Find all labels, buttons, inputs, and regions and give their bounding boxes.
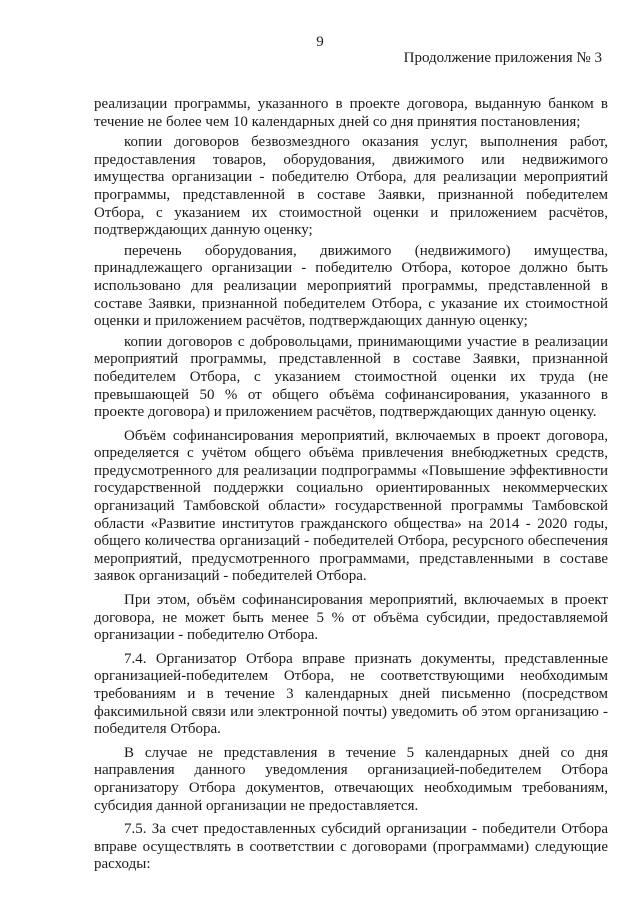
paragraph-bank-statement: реализации программы, указанного в проекте договора, выданную банком в течение не более чем 10 календарных дней со дня принятия постановления; [94,96,608,130]
paragraph-section-7-5: 7.5. За счет предоставленных субсидий организации - победители Отбора вправе осуществлять в соответствии с договорами (программами) следующие расходы: [94,821,608,873]
appendix-continuation-header: Продолжение приложения № 3 [403,50,602,66]
document-body [94,96,608,877]
paragraph-free-service-contracts: копии договоров безвозмездного оказания услуг, выполнения работ, предоставления товаров, оборудования, движимого или недвижимого имущества организации - победителю Отбора, для реализации мероприятий программы, представленной в составе Заявки, признанной победителем Отбора, с указанием их стоимостной оценки и приложением расчётов, подтверждающих данную оценку; [94,134,608,239]
paragraph-cofinancing-volume: Объём софинансирования мероприятий, включаемых в проект договора, определяется с учётом общего объёма привлечения внебюджетных средств, предусмотренного для реализации подпрограммы «Повышение эффективности государственной поддержки социально ориентированных некоммерческих организаций Тамбовской области» государственной программы Тамбовской области «Развитие институтов гражданского общества» на 2014 - 2020 годы, общего количества организаций - победителей Отбора, ресурсного обеспечения мероприятий, предусмотренного программами, представленными в составе заявок организаций - победителей Отбора. [94,427,608,585]
paragraph-volunteer-contracts: копии договоров с добровольцами, принимающими участие в реализации мероприятий программы, представленной в составе Заявки, признанной победителем Отбора, с указанием стоимостной оценки их труда (не превышающей 50 % от общего объёма софинансирования, указанного в проекте договора) и приложением расчётов, подтверждающих данную оценку. [94,333,608,421]
page-number: 9 [316,34,324,50]
paragraph-non-submission: В случае не представления в течение 5 календарных дней со дня направления данного уведомления организацией-победителем Отбора организатору Отбора документов, отвечающих необходимым требованиям, субсидия данной организации не предоставляется. [94,744,608,814]
paragraph-equipment-list: перечень оборудования, движимого (недвижимого) имущества, принадлежащего организации - победителю Отбора, которое должно быть использовано для реализации мероприятий программы, представленной в составе Заявки, признанной победителем Отбора, с указание их стоимостной оценки и приложением расчётов, подтверждающих данную оценку; [94,242,608,330]
paragraph-section-7-4: 7.4. Организатор Отбора вправе признать документы, представленные организацией-победителем Отбора, не соответствующими необходимым требованиям и в течение 3 календарных дней письменно (посредством факсимильной связи или электронной почты) уведомить об этом организацию - победителя Отбора. [94,650,608,738]
paragraph-cofinancing-minimum: При этом, объём софинансирования мероприятий, включаемых в проект договора, не может быть менее 5 % от объёма субсидии, предоставляемой организации - победителю Отбора. [94,592,608,644]
